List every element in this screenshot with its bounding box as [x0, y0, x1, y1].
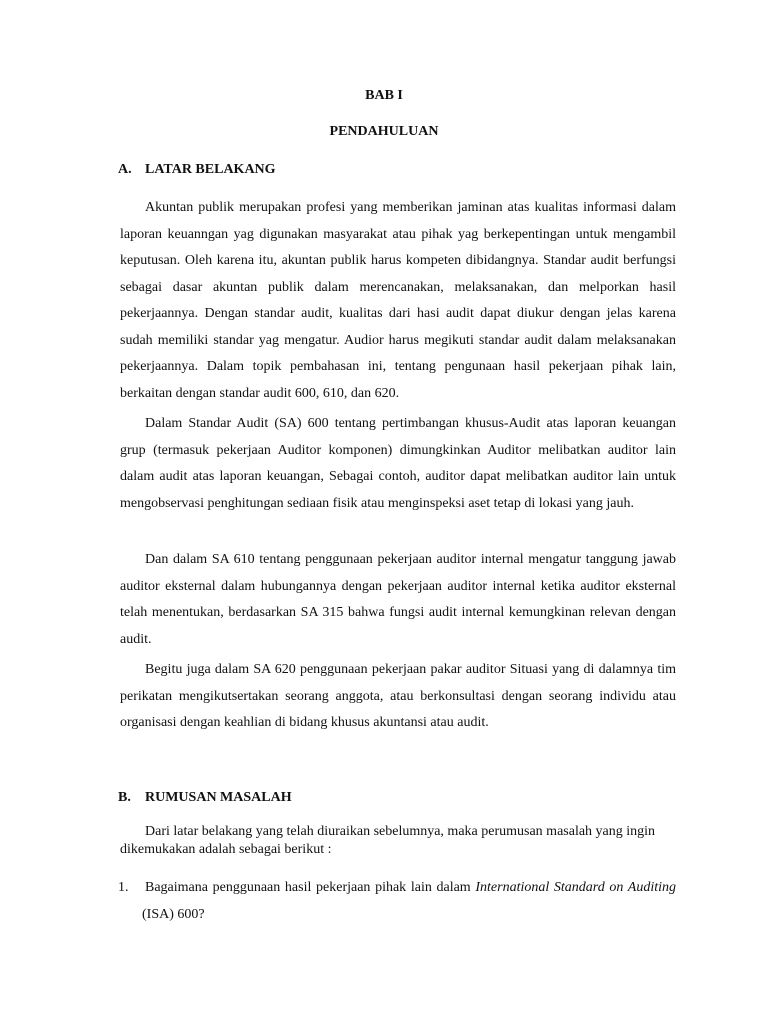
section-a-heading [118, 162, 276, 178]
list-item [118, 875, 676, 928]
section-a-title: LATAR BELAKANG [145, 162, 276, 177]
section-b-intro: Dari latar belakang yang telah diuraikan sebelumnya, maka perumusan masalah yang ingin dikemukakan adalah sebagai berikut : [120, 824, 656, 857]
paragraph-4: Begitu juga dalam SA 620 penggunaan pekerjaan pakar auditor Situasi yang di dalamnya tim perikatan mengikutsertakan seorang anggota, atau berkonsultasi dengan seorang individu atau organisasi dengan keahlian di bidang khusus akuntansi atau audit. [120, 662, 676, 730]
list-item-text-before: Bagaimana penggunaan hasil pekerjaan pihak lain dalam [145, 880, 476, 895]
section-b-title: RUMUSAN MASALAH [145, 790, 292, 805]
paragraph-3: Dan dalam SA 610 tentang penggunaan pekerjaan auditor internal mengatur tanggung jawab auditor eksternal dalam hubungannya dengan pekerjaan auditor internal ketika auditor eksternal telah menentukan, berdasarkan SA 315 bahwa fungsi audit internal kemungkinan relevan dengan audit. [120, 552, 676, 647]
section-a-letter: A. [118, 162, 132, 177]
section-b-letter: B. [118, 790, 131, 805]
list-item-text-after: (ISA) 600? [142, 906, 205, 922]
chapter-title: PENDAHULUAN [329, 124, 439, 139]
list-item-number: 1. [118, 880, 129, 895]
list-item-italic-term: International Standard on Auditing [475, 880, 676, 895]
chapter-number: BAB I [365, 88, 403, 103]
paragraph-1: Akuntan publik merupakan profesi yang memberikan jaminan atas kualitas informasi dalam laporan keuanngan yag digunakan masyarakat atau pihak yag berkepentingan untuk mengambil keputusan. Oleh karena itu, akuntan publik harus kompeten dibidangnya. Standar audit berfungsi sebagai dasar akuntan publik dalam merencanakan, melaksanakan, dan melporkan hasil pekerjaannya. Dengan standar audit, kualitas dari hasi audit dapat diukur dengan jelas karena sudah memiliki standar yag mengatur. Audior harus megikuti standar audit dalam melaksanakan pekerjaannya. Dalam topik pembahasan ini, tentang pengunaan hasil pekerjaan pihak lain, berkaitan dengan standar audit 600, 610, dan 620. [120, 200, 676, 401]
list-item-text [142, 875, 676, 928]
paragraph-2: Dalam Standar Audit (SA) 600 tentang pertimbangan khusus-Audit atas laporan keuangan grup (termasuk pekerjaan Auditor komponen) dimungkinkan Auditor melibatkan auditor lain dalam audit atas laporan keuangan, Sebagai contoh, auditor dapat melibatkan auditor lain untuk mengobservasi penghitungan sediaan fisik atau menginspeksi aset tetap di lokasi yang jauh. [120, 416, 676, 511]
section-b-heading [118, 790, 292, 806]
